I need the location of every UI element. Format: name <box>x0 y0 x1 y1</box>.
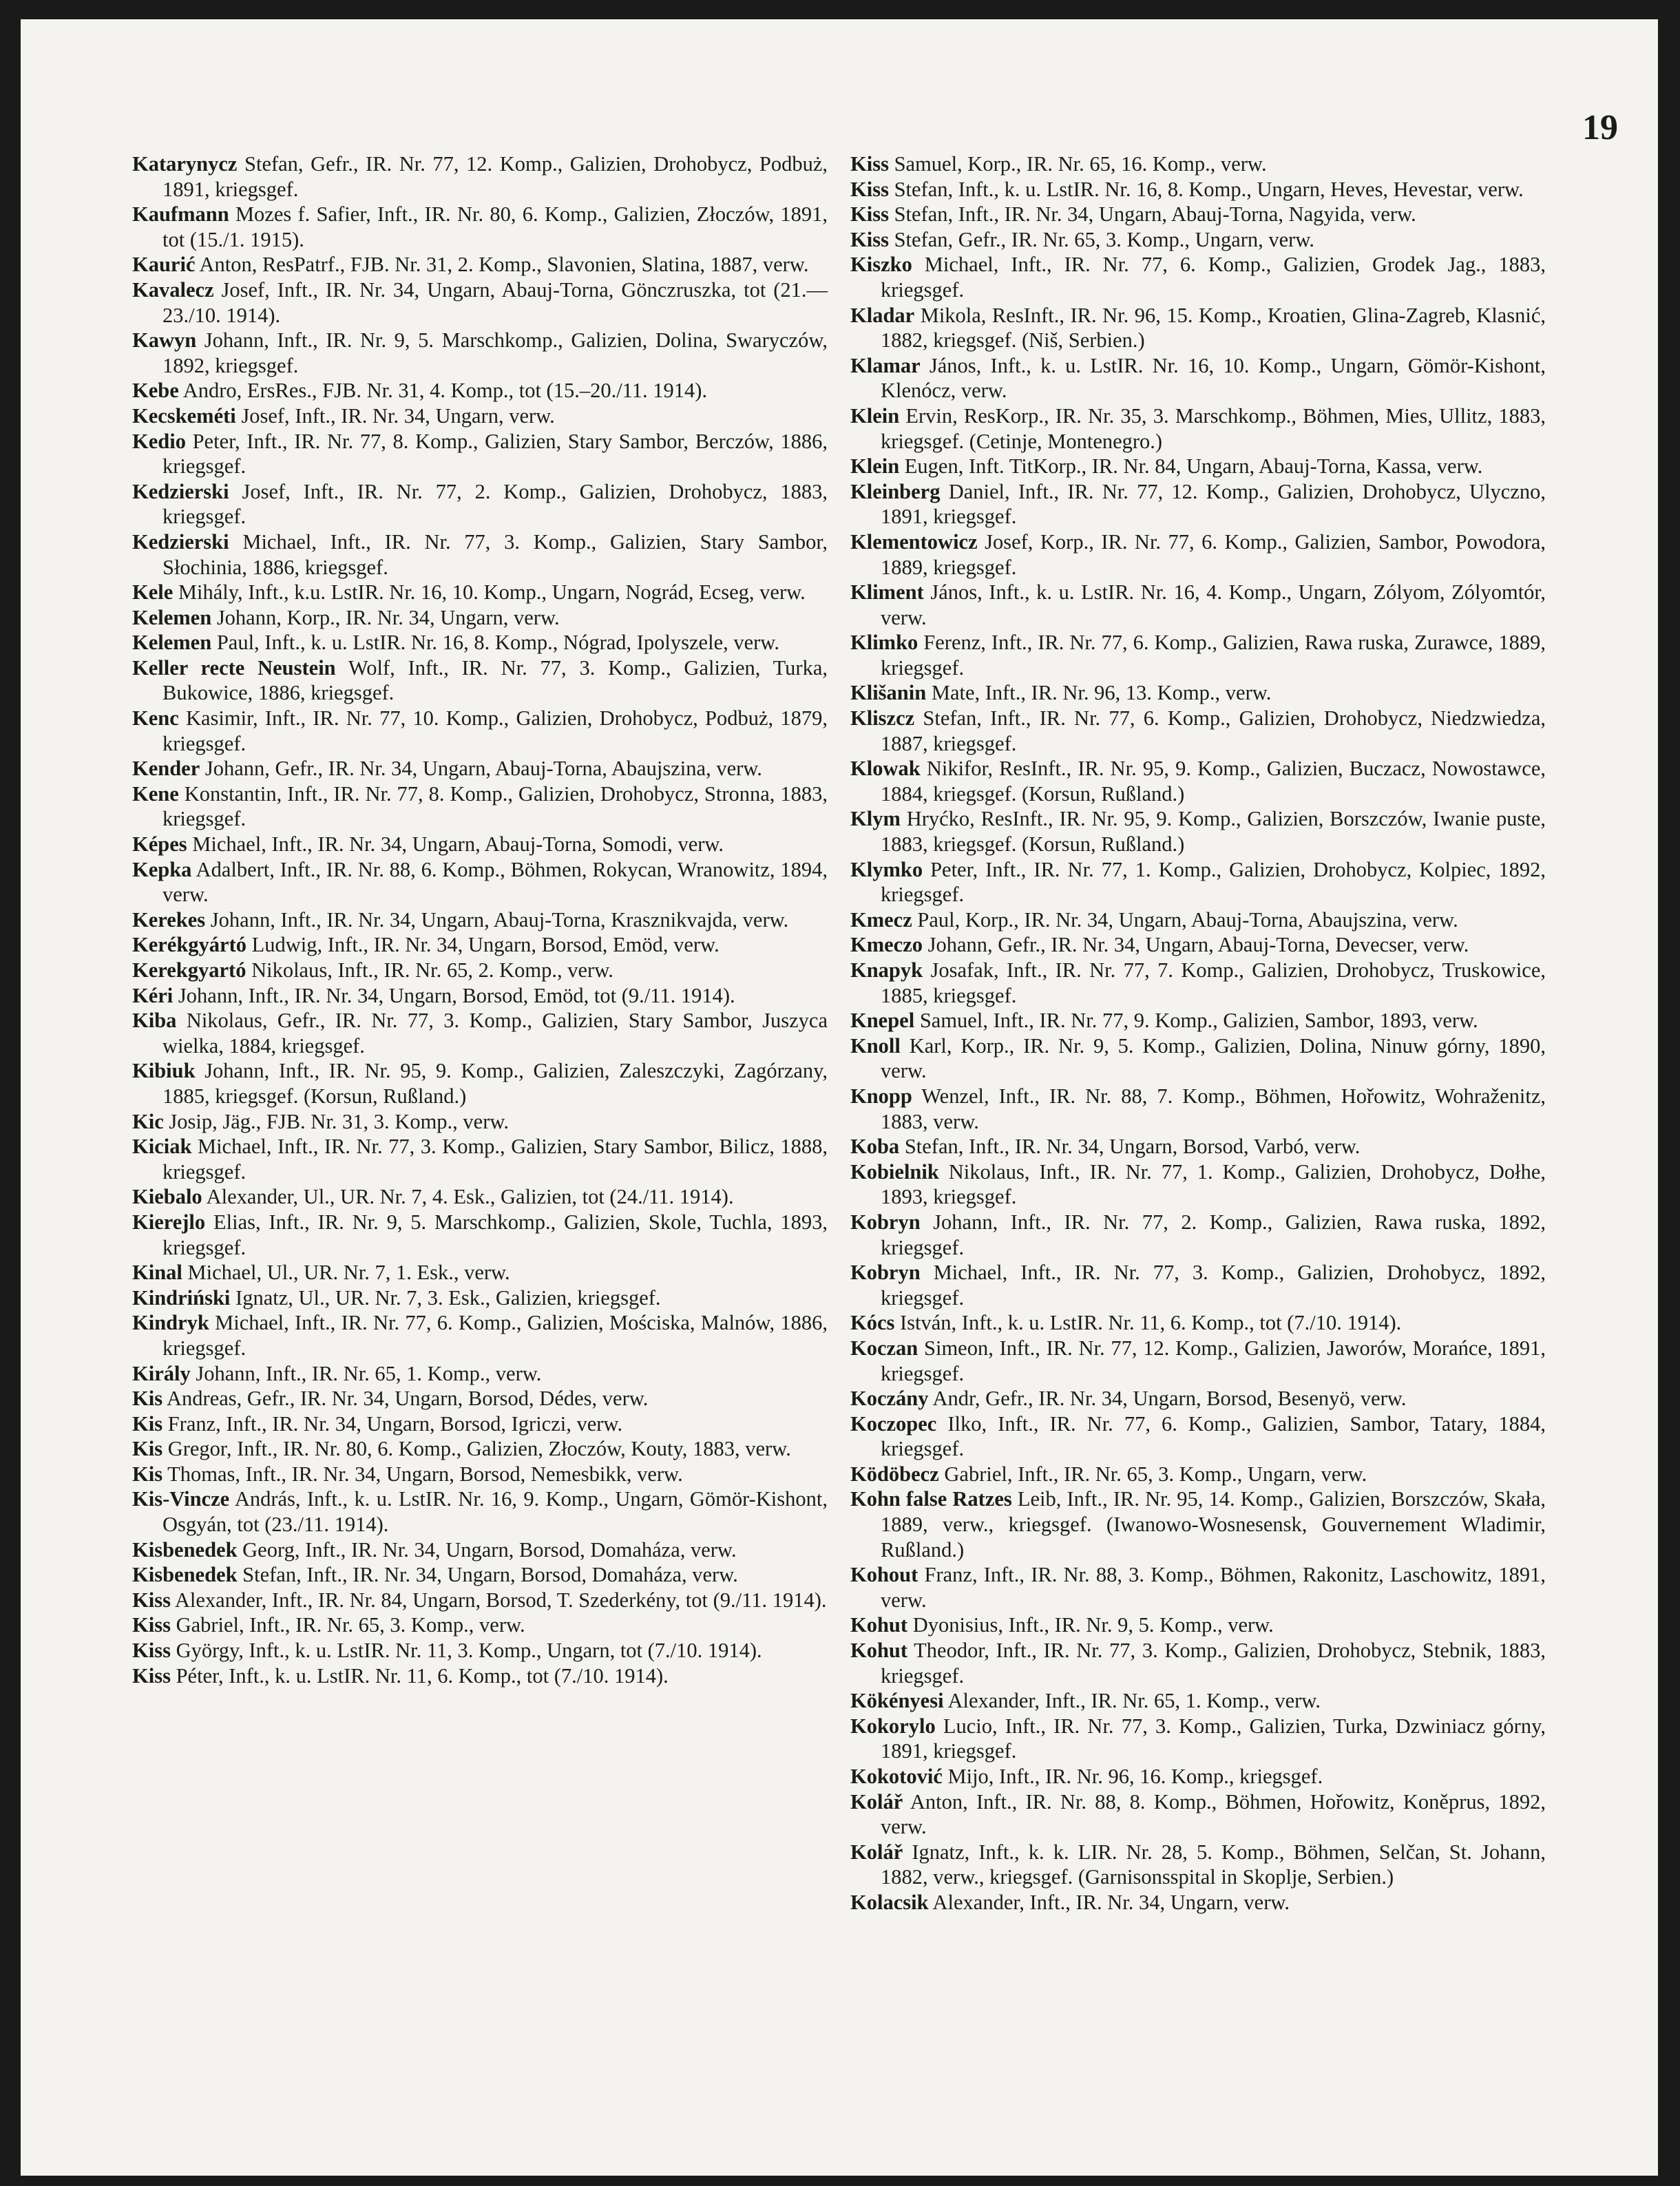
entry-surname: Koczan <box>850 1336 918 1360</box>
entry-surname: Kis <box>132 1437 163 1461</box>
entry-surname: Klein <box>850 454 900 479</box>
entry-details: Dyonisius, Inft., IR. Nr. 9, 5. Komp., verw. <box>907 1613 1274 1637</box>
entry-details: Michael, Inft., IR. Nr. 77, 3. Komp., Galizien, Stary Sambor, Bilicz, 1888, kriegsgef. <box>162 1135 828 1184</box>
entry-details: Johann, Gefr., IR. Nr. 34, Ungarn, Abauj-Torna, Devecser, verw. <box>923 933 1469 957</box>
list-entry <box>132 1411 828 1437</box>
list-entry <box>132 1537 828 1563</box>
list-entry <box>850 1008 1546 1033</box>
entry-details: István, Inft., k. u. LstIR. Nr. 11, 6. Komp., tot (7./10. 1914). <box>894 1311 1402 1335</box>
list-entry <box>850 932 1546 958</box>
entry-surname: Kerekes <box>132 907 206 932</box>
list-entry <box>850 479 1546 529</box>
entry-surname: Klišanin <box>850 681 927 705</box>
entry-details: Josef, Inft., IR. Nr. 34, Ungarn, Abauj-Torna, Gönczruszka, tot (21.—23./10. 1914). <box>162 277 828 327</box>
list-entry <box>132 1486 828 1537</box>
entry-details: Wenzel, Inft., IR. Nr. 88, 7. Komp., Böhmen, Hořowitz, Wohraženitz, 1883, verw. <box>881 1084 1546 1133</box>
entry-surname: Kis <box>132 1462 163 1486</box>
list-entry <box>132 706 828 756</box>
entry-surname: Kiss <box>850 177 889 201</box>
entry-surname: Koba <box>850 1135 900 1159</box>
list-entry <box>850 1714 1546 1764</box>
entry-surname: Kerekgyartó <box>132 958 246 982</box>
entry-surname: Knoll <box>850 1033 901 1058</box>
entry-details: Theodor, Inft., IR. Nr. 77, 3. Komp., Galizien, Drohobycz, Stebnik, 1883, kriegsgef. <box>881 1639 1546 1688</box>
entry-details: Karl, Korp., IR. Nr. 9, 5. Komp., Galizien, Dolina, Ninuw górny, 1890, verw. <box>881 1033 1546 1083</box>
list-entry <box>132 328 828 378</box>
entry-surname: Kökényesi <box>850 1689 944 1713</box>
list-entry <box>132 1638 828 1663</box>
list-entry <box>850 1134 1546 1159</box>
list-entry <box>850 1260 1546 1310</box>
entry-surname: Kelemen <box>132 631 212 655</box>
entry-details: Samuel, Korp., IR. Nr. 65, 16. Komp., verw. <box>888 152 1267 176</box>
entry-details: Nikolaus, Inft., IR. Nr. 77, 1. Komp., Galizien, Drohobycz, Dołhe, 1893, kriegsgef. <box>881 1159 1546 1209</box>
entry-surname: Ködöbecz <box>850 1462 939 1486</box>
entry-details: Michael, Inft., IR. Nr. 77, 3. Komp., Galizien, Drohobycz, 1892, kriegsgef. <box>881 1261 1546 1310</box>
list-entry <box>132 907 828 933</box>
entry-surname: Kokorylo <box>850 1714 936 1738</box>
entry-details: János, Inft., k. u. LstIR. Nr. 16, 4. Komp., Ungarn, Zólyom, Zólyomtór, verw. <box>881 580 1546 629</box>
entry-surname: Kindryk <box>132 1311 209 1335</box>
entry-details: Michael, Inft., IR. Nr. 77, 6. Komp., Galizien, Grodek Jag., 1883, kriegsgef. <box>881 253 1546 302</box>
entry-details: Johann, Inft., IR. Nr. 9, 5. Marschkomp., Galizien, Dolina, Swaryczów, 1892, kriegsgef. <box>162 328 828 377</box>
list-entry <box>850 1890 1546 1915</box>
list-entry <box>132 1285 828 1311</box>
list-entry <box>132 1058 828 1108</box>
entry-details: Thomas, Inft., IR. Nr. 34, Ungarn, Borsod, Nemesbikk, verw. <box>162 1462 683 1486</box>
entry-surname: Kavalecz <box>132 277 214 302</box>
list-entry <box>132 1008 828 1058</box>
entry-details: Kasimir, Inft., IR. Nr. 77, 10. Komp., Galizien, Drohobycz, Podbuż, 1879, kriegsgef. <box>162 706 828 755</box>
entry-details: Johann, Korp., IR. Nr. 34, Ungarn, verw. <box>211 605 560 629</box>
list-entry <box>850 227 1546 253</box>
entry-surname: Kecskeméti <box>132 403 236 428</box>
list-entry <box>132 1210 828 1260</box>
list-entry <box>132 1260 828 1285</box>
entry-details: Péter, Inft., k. u. LstIR. Nr. 11, 6. Komp., tot (7./10. 1914). <box>170 1663 669 1688</box>
list-entry <box>132 1134 828 1184</box>
entry-details: Stefan, Gefr., IR. Nr. 65, 3. Komp., Ungarn, verw. <box>888 227 1315 251</box>
list-entry <box>850 303 1546 353</box>
entry-details: András, Inft., k. u. LstIR. Nr. 16, 9. Komp., Ungarn, Gömör-Kishont, Osgyán, tot (23./11. 1914). <box>162 1487 828 1537</box>
entry-surname: Kisbenedek <box>132 1563 238 1587</box>
list-entry <box>850 1462 1546 1487</box>
entry-details: Ludwig, Inft., IR. Nr. 34, Ungarn, Borsod, Emöd, verw. <box>246 933 720 957</box>
entry-surname: Kladar <box>850 303 915 327</box>
list-entry <box>850 454 1546 479</box>
entry-details: Samuel, Inft., IR. Nr. 77, 9. Komp., Galizien, Sambor, 1893, verw. <box>914 1009 1478 1033</box>
entry-surname: Klementowicz <box>850 529 978 554</box>
list-entry <box>850 1840 1546 1890</box>
entry-details: Nikolaus, Gefr., IR. Nr. 77, 3. Komp., Galizien, Stary Sambor, Juszyca wielka, 1884, kriegsgef. <box>162 1009 828 1058</box>
entry-surname: Klimko <box>850 631 918 655</box>
list-entry <box>850 1033 1546 1084</box>
list-entry <box>132 202 828 252</box>
entry-surname: Kócs <box>850 1311 895 1335</box>
entry-details: Stefan, Gefr., IR. Nr. 77, 12. Komp., Galizien, Drohobycz, Podbuż, 1891, kriegsgef. <box>162 152 828 201</box>
entry-surname: Kender <box>132 757 200 781</box>
entry-details: Johann, Inft., IR. Nr. 65, 1. Komp., verw. <box>190 1361 542 1385</box>
entry-details: Josafak, Inft., IR. Nr. 77, 7. Komp., Galizien, Drohobycz, Truskowice, 1885, kriegsgef. <box>881 958 1546 1007</box>
entry-surname: Koczopec <box>850 1411 937 1436</box>
entry-surname: Kepka <box>132 857 192 881</box>
entry-surname: Kobryn <box>850 1210 921 1234</box>
list-entry <box>132 252 828 277</box>
entry-surname: Képes <box>132 832 187 856</box>
list-entry <box>132 1436 828 1462</box>
entry-details: Gabriel, Inft., IR. Nr. 65, 3. Komp., verw. <box>170 1613 525 1637</box>
list-entry <box>850 1612 1546 1638</box>
list-entry <box>132 857 828 907</box>
entry-details: Alexander, Inft., IR. Nr. 84, Ungarn, Borsod, T. Szederkény, tot (9./11. 1914). <box>170 1588 827 1612</box>
entry-surname: Kohout <box>850 1563 918 1587</box>
entry-surname: Kebe <box>132 379 179 403</box>
list-entry <box>132 479 828 529</box>
entry-details: Alexander, Ul., UR. Nr. 7, 4. Esk., Galizien, tot (24./11. 1914). <box>202 1185 734 1209</box>
entry-surname: Kiebalo <box>132 1185 202 1209</box>
entry-surname: Kéri <box>132 983 174 1007</box>
entry-surname: Katarynycz <box>132 152 238 176</box>
entry-surname: Klamar <box>850 353 921 377</box>
list-entry <box>132 529 828 580</box>
entry-details: Ferenz, Inft., IR. Nr. 77, 6. Komp., Galizien, Rawa ruska, Zurawce, 1889, kriegsgef. <box>881 631 1546 680</box>
list-entry <box>132 1109 828 1135</box>
list-entry <box>132 403 828 429</box>
entry-surname: Kiss <box>132 1639 171 1663</box>
list-entry <box>850 680 1546 706</box>
entry-surname: Kiba <box>132 1009 177 1033</box>
entry-surname: Kibiuk <box>132 1059 196 1083</box>
list-entry <box>132 1462 828 1487</box>
entry-surname: Kinal <box>132 1261 182 1285</box>
entry-surname: Knopp <box>850 1084 912 1108</box>
list-entry <box>132 983 828 1009</box>
entry-surname: Kokotović <box>850 1765 943 1788</box>
list-entry <box>850 353 1546 403</box>
entry-surname: Kobielnik <box>850 1159 939 1184</box>
list-entry <box>850 1159 1546 1210</box>
list-entry <box>132 151 828 202</box>
list-entry <box>850 1688 1546 1714</box>
entry-surname: Kolacsik <box>850 1890 929 1914</box>
list-entry <box>132 655 828 706</box>
list-entry <box>132 1361 828 1387</box>
entry-surname: Kmecz <box>850 907 912 932</box>
entry-details: Ignatz, Ul., UR. Nr. 7, 3. Esk., Galizien, kriegsgef. <box>230 1285 661 1310</box>
entry-surname: Kohut <box>850 1613 908 1637</box>
entry-surname: Kmeczo <box>850 933 923 957</box>
list-entry <box>850 1336 1546 1386</box>
entry-details: Anton, Inft., IR. Nr. 88, 8. Komp., Böhmen, Hořowitz, Koněprus, 1892, verw. <box>881 1789 1546 1839</box>
entry-details: Mate, Inft., IR. Nr. 96, 13. Komp., verw. <box>926 681 1272 705</box>
entry-details: Mijo, Inft., IR. Nr. 96, 16. Komp., kriegsgef. <box>942 1765 1323 1788</box>
entry-details: Franz, Inft., IR. Nr. 34, Ungarn, Borsod, Igriczi, verw. <box>162 1411 623 1436</box>
entry-details: Paul, Inft., k. u. LstIR. Nr. 16, 8. Komp., Nógrad, Ipolyszele, verw. <box>211 631 779 655</box>
entry-surname: Knepel <box>850 1009 915 1033</box>
entry-details: Ignatz, Inft., k. k. LIR. Nr. 28, 5. Komp., Böhmen, Selčan, St. Johann, 1882, verw., kriegsgef. (Garnisonsspital in Skoplje, Serbien.) <box>881 1840 1546 1889</box>
entry-details: Andreas, Gefr., IR. Nr. 34, Ungarn, Borsod, Dédes, verw. <box>162 1387 649 1411</box>
entry-details: Michael, Ul., UR. Nr. 7, 1. Esk., verw. <box>182 1261 510 1285</box>
list-entry <box>850 806 1546 856</box>
entry-details: Peter, Inft., IR. Nr. 77, 1. Komp., Galizien, Drohobycz, Kolpiec, 1892, kriegsgef. <box>881 857 1546 907</box>
list-entry <box>850 1310 1546 1336</box>
entry-details: Paul, Korp., IR. Nr. 34, Ungarn, Abauj-Torna, Abaujszina, verw. <box>912 907 1458 932</box>
entry-surname: Klymko <box>850 857 923 881</box>
entry-details: Mozes f. Safier, Inft., IR. Nr. 80, 6. Komp., Galizien, Złoczów, 1891, tot (15./1. 1915). <box>162 202 828 251</box>
entry-details: Gregor, Inft., IR. Nr. 80, 6. Komp., Galizien, Złoczów, Kouty, 1883, verw. <box>162 1437 791 1461</box>
entry-surname: Kaurić <box>132 253 196 277</box>
entry-details: Alexander, Inft., IR. Nr. 34, Ungarn, verw. <box>928 1890 1290 1914</box>
entry-surname: Kele <box>132 580 174 605</box>
entry-details: Elias, Inft., IR. Nr. 9, 5. Marschkomp., Galizien, Skole, Tuchla, 1893, kriegsgef. <box>162 1210 828 1259</box>
entry-surname: Kliszcz <box>850 706 915 731</box>
entry-details: Adalbert, Inft., IR. Nr. 88, 6. Komp., Böhmen, Rokycan, Wranowitz, 1894, verw. <box>162 857 828 907</box>
entry-details: Franz, Inft., IR. Nr. 88, 3. Komp., Böhmen, Rakonitz, Laschowitz, 1891, verw. <box>881 1563 1546 1612</box>
entry-surname: Kindriński <box>132 1285 231 1310</box>
entry-details: Wolf, Inft., IR. Nr. 77, 3. Komp., Galizien, Turka, Bukowice, 1886, kriegsgef. <box>162 655 828 705</box>
list-entry <box>850 202 1546 227</box>
entry-details: Johann, Inft., IR. Nr. 77, 2. Komp., Galizien, Rawa ruska, 1892, kriegsgef. <box>881 1210 1546 1259</box>
list-entry <box>850 958 1546 1008</box>
entry-details: Alexander, Inft., IR. Nr. 65, 1. Komp., verw. <box>943 1689 1321 1713</box>
entry-surname: Kelemen <box>132 605 212 629</box>
list-entry <box>132 580 828 605</box>
entry-surname: Kiss <box>132 1663 171 1688</box>
list-entry <box>132 605 828 631</box>
list-entry <box>132 630 828 655</box>
list-entry <box>850 1210 1546 1260</box>
entry-surname: Király <box>132 1361 191 1385</box>
entry-surname: Kohn false Ratzes <box>850 1487 1012 1511</box>
entry-details: Josef, Inft., IR. Nr. 34, Ungarn, verw. <box>235 403 555 428</box>
entry-details: Michael, Inft., IR. Nr. 77, 6. Komp., Galizien, Mościska, Malnów, 1886, kriegsgef. <box>162 1311 828 1360</box>
entry-surname: Kene <box>132 781 179 806</box>
entry-surname: Kedzierski <box>132 529 229 554</box>
entry-details: Johann, Inft., IR. Nr. 95, 9. Komp., Galizien, Zaleszczyki, Zagórzany, 1885, kriegsgef. (Korsun, Rußland.) <box>162 1059 828 1108</box>
entry-surname: Klein <box>850 403 900 428</box>
list-entry <box>132 756 828 781</box>
entry-details: Michael, Inft., IR. Nr. 34, Ungarn, Abauj-Torna, Somodi, verw. <box>187 832 724 856</box>
entry-surname: Kisbenedek <box>132 1537 238 1562</box>
list-entry <box>850 1084 1546 1134</box>
entry-details: Johann, Inft., IR. Nr. 34, Ungarn, Borsod, Emöd, tot (9./11. 1914). <box>173 983 735 1007</box>
list-entry <box>132 1184 828 1210</box>
entry-details: Nikifor, ResInft., IR. Nr. 95, 9. Komp., Galizien, Buczacz, Nowostawce, 1884, kriegsgef. (Korsun, Rußland.) <box>881 757 1546 806</box>
entry-details: Simeon, Inft., IR. Nr. 77, 12. Komp., Galizien, Jaworów, Morańce, 1891, kriegsgef. <box>881 1336 1546 1385</box>
entry-surname: Kobryn <box>850 1261 921 1285</box>
list-entry <box>132 1386 828 1411</box>
entry-details: Mihály, Inft., k.u. LstIR. Nr. 16, 10. Komp., Ungarn, Nográd, Ecseg, verw. <box>173 580 806 605</box>
entry-surname: Kiss <box>850 202 889 227</box>
entry-surname: Kedzierski <box>132 479 229 503</box>
entry-details: Ilko, Inft., IR. Nr. 77, 6. Komp., Galizien, Sambor, Tatary, 1884, kriegsgef. <box>881 1411 1546 1461</box>
entry-details: Anton, ResPatrf., FJB. Nr. 31, 2. Komp., Slavonien, Slatina, 1887, verw. <box>195 253 809 277</box>
list-entry <box>132 1663 828 1689</box>
entry-details: Nikolaus, Inft., IR. Nr. 65, 2. Komp., verw. <box>246 958 613 982</box>
entry-details: Eugen, Inft. TitKorp., IR. Nr. 84, Ungarn, Abauj-Torna, Kassa, verw. <box>899 454 1483 479</box>
entry-surname: Klym <box>850 807 901 831</box>
entry-surname: Kiss <box>132 1613 171 1637</box>
entry-surname: Kis <box>132 1411 163 1436</box>
entry-surname: Kiss <box>850 152 889 176</box>
entry-details: Andro, ErsRes., FJB. Nr. 31, 4. Komp., tot (15.–20./11. 1914). <box>178 379 708 403</box>
entry-details: Gabriel, Inft., IR. Nr. 65, 3. Komp., Ungarn, verw. <box>938 1462 1367 1486</box>
list-entry <box>132 1310 828 1360</box>
entry-details: Mikola, ResInft., IR. Nr. 96, 15. Komp., Kroatien, Glina-Zagreb, Klasnić, 1882, kriegsgef. (Niš, Serbien.) <box>881 303 1546 353</box>
entry-surname: Keller recte Neustein <box>132 655 336 680</box>
list-entry <box>850 1411 1546 1462</box>
entry-surname: Kenc <box>132 706 179 731</box>
list-entry <box>850 580 1546 630</box>
entry-details: Josip, Jäg., FJB. Nr. 31, 3. Komp., verw. <box>163 1109 510 1133</box>
list-entry <box>850 630 1546 680</box>
entry-surname: Koczány <box>850 1387 929 1411</box>
entry-details: János, Inft., k. u. LstIR. Nr. 16, 10. Komp., Ungarn, Gömör-Kishont, Klenócz, verw. <box>881 353 1546 403</box>
entry-surname: Knapyk <box>850 958 923 982</box>
entry-surname: Kic <box>132 1109 164 1133</box>
entry-surname: Kerékgyártó <box>132 933 246 957</box>
entry-details: Ervin, ResKorp., IR. Nr. 35, 3. Marschkomp., Böhmen, Mies, Ullitz, 1883, kriegsgef. (Cetinje, Montenegro.) <box>881 403 1546 453</box>
list-entry <box>850 1562 1546 1612</box>
entry-surname: Kierejlo <box>132 1210 206 1234</box>
list-entry <box>850 151 1546 177</box>
entry-details: Georg, Inft., IR. Nr. 34, Ungarn, Borsod, Domaháza, verw. <box>237 1537 737 1562</box>
entry-surname: Kolář <box>850 1789 903 1814</box>
list-entry <box>850 1789 1546 1840</box>
entry-details: Konstantin, Inft., IR. Nr. 77, 8. Komp., Galizien, Drohobycz, Stronna, 1883, kriegsgef. <box>162 781 828 831</box>
entry-surname: Kaufmann <box>132 202 229 227</box>
entry-details: Lucio, Inft., IR. Nr. 77, 3. Komp., Galizien, Turka, Dzwiniacz górny, 1891, kriegsgef. <box>881 1714 1546 1763</box>
entry-details: Josef, Inft., IR. Nr. 77, 2. Komp., Galizien, Drohobycz, 1883, kriegsgef. <box>162 479 828 529</box>
list-entry <box>850 1486 1546 1562</box>
list-entry <box>132 1612 828 1638</box>
list-entry <box>850 706 1546 756</box>
entry-details: Josef, Korp., IR. Nr. 77, 6. Komp., Galizien, Sambor, Powodora, 1889, kriegsgef. <box>881 529 1546 579</box>
left-column <box>132 151 828 1688</box>
list-entry <box>132 1588 828 1613</box>
entry-details: Leib, Inft., IR. Nr. 95, 14. Komp., Galizien, Borszczów, Skała, 1889, verw., kriegsgef. (Iwanowo-Wosnesensk, Gouvernement Wladimir, Rußland.) <box>881 1487 1546 1562</box>
entry-surname: Kawyn <box>132 328 197 353</box>
entry-details: Andr, Gefr., IR. Nr. 34, Ungarn, Borsod, Besenyö, verw. <box>928 1387 1407 1411</box>
entry-surname: Kleinberg <box>850 479 941 503</box>
entry-surname: Kolář <box>850 1840 903 1864</box>
entry-details: Stefan, Inft., IR. Nr. 34, Ungarn, Borsod, Domaháza, verw. <box>237 1563 738 1587</box>
entry-surname: Kiciak <box>132 1135 192 1159</box>
entry-details: Johann, Gefr., IR. Nr. 34, Ungarn, Abauj-Torna, Abaujszina, verw. <box>200 757 762 781</box>
entry-surname: Klowak <box>850 757 921 781</box>
list-entry <box>132 1562 828 1588</box>
entry-details: Stefan, Inft., IR. Nr. 77, 6. Komp., Galizien, Drohobycz, Niedzwiedza, 1887, kriegsgef. <box>881 706 1546 755</box>
entry-details: Peter, Inft., IR. Nr. 77, 8. Komp., Galizien, Stary Sambor, Berczów, 1886, kriegsgef. <box>162 429 828 479</box>
list-entry <box>850 529 1546 580</box>
list-entry <box>850 1386 1546 1411</box>
entry-surname: Kiss <box>132 1588 171 1612</box>
entry-details: Stefan, Inft., k. u. LstIR. Nr. 16, 8. Komp., Ungarn, Heves, Hevestar, verw. <box>888 177 1524 201</box>
entry-details: György, Inft., k. u. LstIR. Nr. 11, 3. Komp., Ungarn, tot (7./10. 1914). <box>170 1639 762 1663</box>
list-entry <box>850 1638 1546 1688</box>
list-entry <box>850 857 1546 907</box>
entry-surname: Kiss <box>850 227 889 251</box>
entry-details: Michael, Inft., IR. Nr. 77, 3. Komp., Galizien, Stary Sambor, Słochinia, 1886, kriegsgef. <box>162 529 828 579</box>
list-entry <box>132 958 828 983</box>
list-entry <box>850 907 1546 933</box>
list-entry <box>132 781 828 832</box>
entry-details: Stefan, Inft., IR. Nr. 34, Ungarn, Abauj-Torna, Nagyida, verw. <box>888 202 1416 227</box>
entry-details: Hryćko, ResInft., IR. Nr. 95, 9. Komp., Galizien, Borszczów, Iwanie puste, 1883, kriegsgef. (Korsun, Rußland.) <box>881 807 1546 856</box>
page-number: 19 <box>1582 108 1618 147</box>
entry-surname: Kiszko <box>850 253 912 277</box>
entry-surname: Kis <box>132 1387 163 1411</box>
list-entry <box>132 932 828 958</box>
list-entry <box>850 177 1546 202</box>
list-entry <box>132 378 828 403</box>
entry-details: Johann, Inft., IR. Nr. 34, Ungarn, Abauj-Torna, Krasznikvajda, verw. <box>205 907 789 932</box>
list-entry <box>850 403 1546 454</box>
list-entry <box>850 756 1546 806</box>
document-page <box>21 19 1658 2176</box>
entry-surname: Kedio <box>132 429 186 453</box>
entry-details: Daniel, Inft., IR. Nr. 77, 12. Komp., Galizien, Drohobycz, Ulyczno, 1891, kriegsgef. <box>881 479 1546 529</box>
entry-surname: Kliment <box>850 580 924 605</box>
list-entry <box>132 429 828 479</box>
list-entry <box>850 252 1546 302</box>
entry-details: Stefan, Inft., IR. Nr. 34, Ungarn, Borsod, Varbó, verw. <box>899 1135 1361 1159</box>
list-entry <box>850 1764 1546 1789</box>
entry-surname: Kohut <box>850 1639 908 1663</box>
right-column <box>850 151 1546 1915</box>
list-entry <box>132 832 828 857</box>
entry-surname: Kis-Vincze <box>132 1487 230 1511</box>
list-entry <box>132 277 828 328</box>
